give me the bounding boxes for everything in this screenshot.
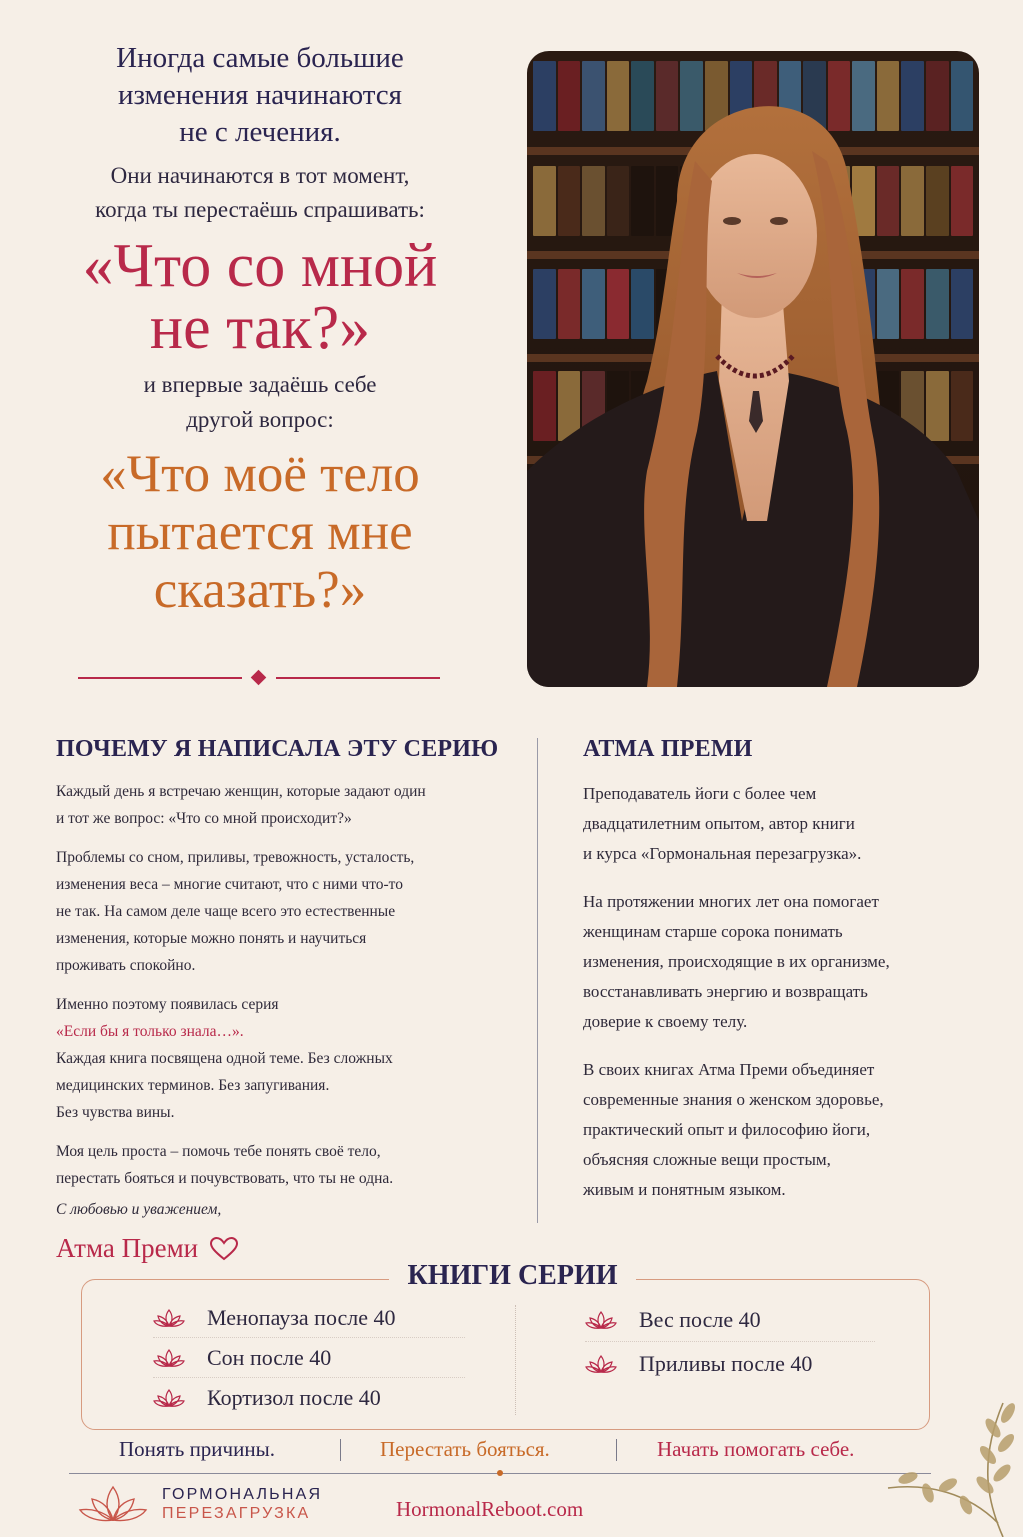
tagline-item: Понять причины. <box>119 1437 275 1461</box>
why-paragraph-4 <box>56 1138 516 1192</box>
why-paragraph-2 <box>56 844 516 979</box>
text-line: В своих книгах Атма Преми объединяет <box>583 1060 875 1079</box>
hero-lead <box>40 159 480 227</box>
quote-line: не так?» <box>149 294 371 362</box>
quote-line: «Что со мной <box>82 232 438 300</box>
book-item <box>585 1342 875 1386</box>
why-section <box>56 735 516 1223</box>
books-list-left <box>153 1298 465 1418</box>
divider-line <box>276 677 440 679</box>
brand-name <box>162 1485 322 1523</box>
author-paragraph-2 <box>583 887 963 1037</box>
hero-mid-line: другой вопрос: <box>186 407 334 432</box>
tagline-item: Перестать бояться. <box>380 1437 550 1461</box>
book-title: Менопауза после 40 <box>207 1304 396 1330</box>
author-section <box>583 735 963 1205</box>
text-line: современные знания о женском здоровье, <box>583 1090 884 1109</box>
text-line: Каждая книга посвящена одной теме. Без сложных <box>56 1050 393 1067</box>
text-line: не так. На самом деле чаще всего это естественные <box>56 903 396 920</box>
book-item <box>153 1378 465 1418</box>
column-divider <box>537 738 538 1223</box>
author-paragraph-3 <box>583 1055 963 1205</box>
text-line: практический опыт и философию йоги, <box>583 1120 871 1139</box>
footer-divider-dot <box>497 1470 503 1476</box>
text-line: Моя цель проста – помочь тебе понять своё тело, <box>56 1143 381 1160</box>
books-title: КНИГИ СЕРИИ <box>389 1259 636 1293</box>
book-title: Приливы после 40 <box>639 1351 813 1376</box>
tagline-separator <box>340 1439 341 1461</box>
text-line: перестать бояться и почувствовать, что ты не одна. <box>56 1170 394 1187</box>
books-list-right <box>585 1298 875 1386</box>
lotus-icon <box>153 1308 185 1328</box>
leaf-sprig-icon <box>858 1393 1023 1537</box>
text-line: и тот же вопрос: «Что со мной происходит?» <box>56 810 352 827</box>
text-line: живым и понятным языком. <box>583 1180 786 1199</box>
ornament-divider <box>78 670 440 686</box>
text-line: изменения веса – многие считают, что с ними что-то <box>56 876 404 893</box>
text-line: На протяжении многих лет она помогает <box>583 892 879 911</box>
text-line: восстанавливать энергию и возвращать <box>583 982 868 1001</box>
why-paragraph-3 <box>56 991 516 1126</box>
text-line: Преподаватель йоги с более чем <box>583 784 817 803</box>
text-line: двадцатилетним опытом, автор книги <box>583 814 855 833</box>
hero-quote-1 <box>40 232 480 362</box>
author-paragraph-1 <box>583 779 963 869</box>
quote-line: «Что моё тело <box>100 445 420 503</box>
book-title: Вес после 40 <box>639 1306 761 1332</box>
signature-intro: С любовью и уважением, <box>56 1201 222 1218</box>
hero-intro-line: не с лечения. <box>179 116 341 148</box>
text-line: Именно поэтому появилась серия <box>56 996 279 1013</box>
text-line: изменения, которые можно понять и научиться <box>56 930 367 947</box>
text-line: медицинских терминов. Без запугивания. <box>56 1077 330 1094</box>
brand-line: ПЕРЕЗАГРУЗКА <box>162 1505 311 1522</box>
lotus-icon <box>585 1310 617 1330</box>
lotus-logo-icon <box>78 1484 148 1524</box>
divider-line <box>78 677 242 679</box>
heart-outline-icon <box>210 1237 238 1261</box>
hero-mid-line: и впервые задаёшь себе <box>143 372 377 397</box>
text-line: Каждый день я встречаю женщин, которые задают один <box>56 783 426 800</box>
hero-mid <box>40 367 480 437</box>
text-line: Без чувства вины. <box>56 1104 175 1121</box>
lotus-icon <box>585 1354 617 1374</box>
quote-line: сказать?» <box>153 561 367 619</box>
signature <box>56 1233 238 1264</box>
brand-line: ГОРМОНАЛЬНАЯ <box>162 1486 323 1503</box>
series-name: «Если бы я только знала…». <box>56 1023 244 1040</box>
books-separator <box>515 1305 516 1415</box>
text-line: изменения, происходящие в их организме, <box>583 952 890 971</box>
book-item <box>153 1298 465 1338</box>
why-title: ПОЧЕМУ Я НАПИСАЛА ЭТУ СЕРИЮ <box>56 736 499 762</box>
book-title: Сон после 40 <box>207 1344 332 1370</box>
hero-intro-line: изменения начинаются <box>117 79 403 111</box>
why-paragraph-1 <box>56 778 516 832</box>
website-link[interactable]: HormonalReboot.com <box>396 1497 584 1521</box>
hero-quote-2 <box>40 445 480 619</box>
brand-logo <box>78 1484 322 1524</box>
hero-text <box>40 40 480 619</box>
text-line: доверие к своему телу. <box>583 1012 748 1031</box>
lotus-icon <box>153 1348 185 1368</box>
text-line: проживать спокойно. <box>56 957 196 974</box>
text-line: Проблемы со сном, приливы, тревожность, усталость, <box>56 849 415 866</box>
hero-intro-line: Иногда самые большие <box>116 42 404 74</box>
book-item <box>585 1298 875 1342</box>
diamond-icon <box>251 670 267 686</box>
hero-lead-line: когда ты перестаёшь спрашивать: <box>95 197 425 222</box>
quote-line: пытается мне <box>107 503 413 561</box>
author-photo <box>527 51 979 687</box>
lotus-icon <box>153 1388 185 1408</box>
text-line: объясняя сложные вещи простым, <box>583 1150 831 1169</box>
book-item <box>153 1338 465 1378</box>
hero-lead-line: Они начинаются в тот момент, <box>110 163 410 188</box>
book-title: Кортизол после 40 <box>207 1385 381 1410</box>
hero-intro <box>40 40 480 151</box>
tagline-item: Начать помогать себе. <box>657 1437 855 1461</box>
signature-name: Атма Преми <box>56 1233 199 1263</box>
tagline-separator <box>616 1439 617 1461</box>
author-portrait-illustration <box>527 51 979 687</box>
text-line: женщинам старше сорока понимать <box>583 922 843 941</box>
text-line: и курса «Гормональная перезагрузка». <box>583 844 862 863</box>
author-title: АТМА ПРЕМИ <box>583 736 753 762</box>
